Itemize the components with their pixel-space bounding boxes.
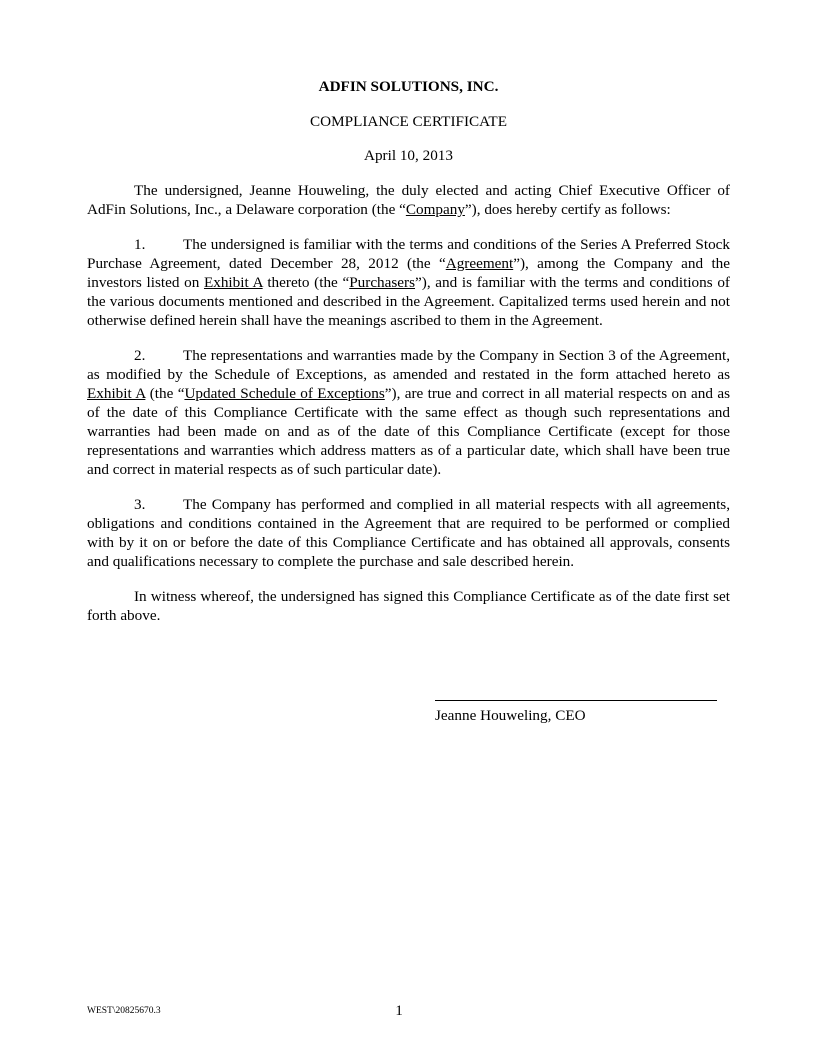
paragraph-2-number: 2. [134, 347, 146, 364]
defined-term-purchasers: Purchasers [349, 274, 416, 291]
paragraph-1-text-d: ”), and is familiar with the terms and conditions of the various documents mentioned and described in the Agreement. Capitalized terms used herein and not otherwise defined herein shall have the meanings ascribed to them in the Agreement. [87, 274, 730, 329]
signature-block [435, 688, 717, 725]
intro-paragraph [87, 181, 730, 219]
intro-text-start: The undersigned, Jeanne Houweling, the duly elected and acting Chief Executive Officer of AdFin Solutions, Inc., a Delaware corporation (the “ [87, 182, 730, 218]
signature-line [435, 688, 717, 701]
signatory-name: Jeanne Houweling, CEO [435, 707, 586, 724]
document-date: April 10, 2013 [363, 147, 453, 164]
paragraph-2 [87, 346, 730, 479]
paragraph-1-text-a: The undersigned is familiar with the terms and conditions of the Series A Preferred Stock Purchase Agreement, dated December 28, 2012 (the “ [87, 236, 730, 272]
witness-paragraph: In witness whereof, the undersigned has signed this Compliance Certificate as of the date first set forth above. [87, 588, 730, 624]
paragraph-3-number: 3. [134, 496, 146, 513]
paragraph-1-text-b: ”), among the Company and the investors listed on [87, 255, 731, 291]
exhibit-a-reference-2: Exhibit A [87, 385, 146, 402]
paragraph-3 [87, 495, 730, 571]
footer-document-reference: WEST\20825670.3 [87, 1006, 161, 1016]
paragraph-3-text: The Company has performed and complied in all material respects with all agreements, obligations and conditions contained in the Agreement that are required to be performed or complied with by it on or before the date of this Compliance Certificate and has obtained all approvals, consents and qualifications necessary to complete the purchase and sale described herein. [87, 496, 730, 570]
document-body [87, 78, 730, 625]
page-number: 1 [395, 1002, 403, 1019]
exhibit-a-reference: Exhibit A [203, 274, 263, 291]
paragraph-2-text-c: ”), are true and correct in all material respects on and as of the date of this Compliance Certificate with the same effect as though such representations and warranties had been made on and as of the date of this Compliance Certificate (except for those representations and warranties which address matters as of a particular date, which shall have been true and correct in material respects as of such particular date). [87, 385, 730, 478]
paragraph-2-text-a: The representations and warranties made by the Company in Section 3 of the Agreement, as modified by the Schedule of Exceptions, as amended and restated in the form attached hereto as [87, 347, 730, 383]
defined-term-updated-schedule: Updated Schedule of Exceptions [184, 385, 385, 402]
document-title: COMPLIANCE CERTIFICATE [310, 113, 507, 130]
paragraph-1 [87, 235, 730, 330]
paragraph-2-text-b: (the “ [145, 385, 185, 402]
paragraph-1-text-c: thereto (the “ [262, 274, 350, 291]
intro-text-end: ”), does hereby certify as follows: [464, 201, 671, 218]
paragraph-1-number: 1. [134, 236, 146, 253]
defined-term-company: Company [405, 201, 465, 218]
company-name: ADFIN SOLUTIONS, INC. [318, 78, 499, 95]
defined-term-agreement: Agreement [445, 255, 514, 272]
